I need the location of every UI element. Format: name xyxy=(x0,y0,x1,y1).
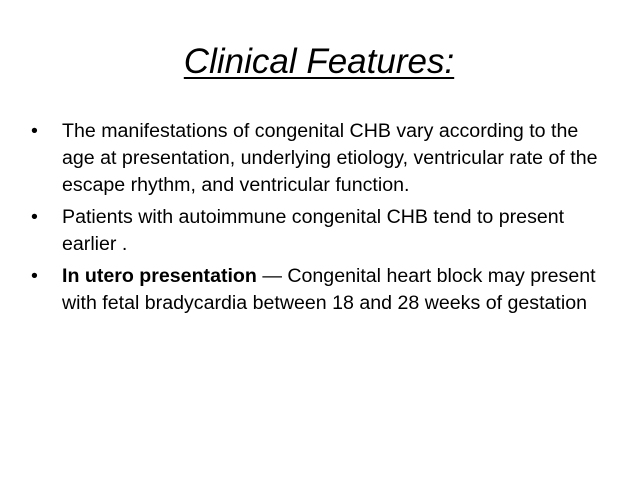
bullet-text: Patients with autoimmune congenital CHB tend to present earlier . xyxy=(62,206,565,255)
bullet-marker: • xyxy=(31,265,38,287)
bullet-list xyxy=(30,118,605,322)
bullet-text: The manifestations of congenital CHB vary according to the age at presentation, underlying etiology, ventricular rate of the escape rhythm, and ventricular function. xyxy=(62,120,598,196)
bullet-item-2 xyxy=(30,204,605,258)
slide-title: Clinical Features: xyxy=(183,42,455,81)
bullet-item-3 xyxy=(30,263,605,317)
bullet-marker: • xyxy=(31,120,38,142)
bullet-item-1 xyxy=(30,118,605,199)
bullet-marker: • xyxy=(31,206,38,228)
bullet-text: — Congenital heart block may present with fetal bradycardia between 18 and 28 weeks of gestation xyxy=(62,265,596,314)
bullet-bold-lead: In utero presentation xyxy=(62,265,257,287)
